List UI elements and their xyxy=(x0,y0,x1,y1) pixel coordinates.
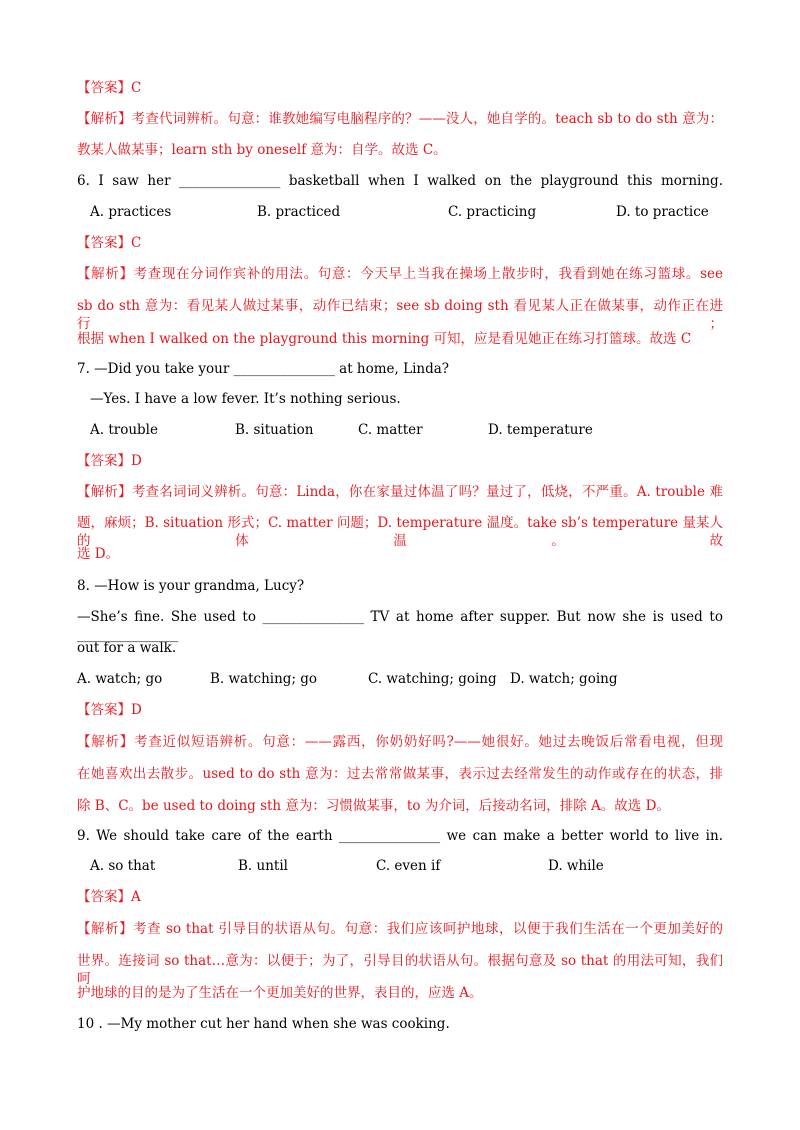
q7-options xyxy=(90,421,730,439)
q9-option-b: B. until xyxy=(238,858,288,874)
q8-option-c: C. watching; going xyxy=(368,671,497,687)
q9-options xyxy=(90,857,730,875)
q8-options xyxy=(77,670,717,688)
q6-analysis-line-3: 根据 when I walked on the playground this morning 可知，应是看见她正在练习打篮球。故选 C xyxy=(77,331,692,347)
q7-option-c: C. matter xyxy=(358,422,423,438)
q7-option-a: A. trouble xyxy=(90,422,158,438)
q9-option-c: C. even if xyxy=(376,858,441,874)
q7-option-b: B. situation xyxy=(235,422,314,438)
q7-analysis-line-3: 选 D。 xyxy=(77,546,120,562)
q6-option-b: B. practiced xyxy=(257,204,341,220)
q9-option-a: A. so that xyxy=(90,858,156,874)
q7-reply: —Yes. I have a low fever. It’s nothing serious. xyxy=(90,391,401,407)
q7-stem: 7. —Did you take your _______________ at home, Linda? xyxy=(77,361,450,377)
q6-option-c: C. practicing xyxy=(448,204,537,220)
q6-options xyxy=(90,203,730,221)
q6-analysis-line-2: sb do sth 意为：看见某人做过某事，动作已结束；see sb doing sth 看见某人正在做某事，动作正在进行； xyxy=(77,298,723,332)
q8-stem: 8. —How is your grandma, Lucy? xyxy=(77,578,305,594)
q6-option-a: A. practices xyxy=(90,204,172,220)
q7-option-d: D. temperature xyxy=(488,422,593,438)
q6-option-d: D. to practice xyxy=(616,204,709,220)
q9-stem: 9. We should take care of the earth _______________ we can make a better world to live in. xyxy=(77,828,723,844)
q7-answer: 【答案】D xyxy=(77,453,142,469)
q8-analysis-line-3: 除 B、C。be used to doing sth 意为：习惯做某事，to 为介词，后接动名词，排除 A。故选 D。 xyxy=(77,798,670,814)
q5-answer: 【答案】C xyxy=(77,80,142,96)
q8-answer: 【答案】D xyxy=(77,702,142,718)
q6-answer: 【答案】C xyxy=(77,235,142,251)
q5-analysis-line-2: 教某人做某事；learn sth by oneself 意为：自学。故选 C。 xyxy=(77,142,447,158)
q8-reply-line-2: out for a walk. xyxy=(77,640,177,656)
q9-option-d: D. while xyxy=(548,858,604,874)
q8-option-d: D. watch; going xyxy=(510,671,618,687)
q9-answer: 【答案】A xyxy=(77,889,141,905)
q8-reply-line-1: —She’s fine. She used to _______________ TV at home after supper. But now she is used to _______________ xyxy=(77,609,723,643)
q8-option-b: B. watching; go xyxy=(210,671,318,687)
q10-stem: 10 . —My mother cut her hand when she was cooking. xyxy=(77,1016,450,1032)
q6-stem: 6. I saw her _______________ basketball when I walked on the playground this morning. xyxy=(77,173,723,189)
q8-option-a: A. watch; go xyxy=(77,671,163,687)
q9-analysis-line-2: 世界。连接词 so that…意为：以便于；为了，引导目的状语从句。根据句意及 so that 的用法可知，我们呵 xyxy=(77,953,723,987)
q7-analysis-line-2: 题，麻烦；B. situation 形式；C. matter 问题；D. temperature 温度。take sb’s temperature 量某人的体温。故 xyxy=(77,515,723,549)
q5-analysis-line-1: 【解析】考查代词辨析。句意：谁教她编写电脑程序的？——没人，她自学的。teach sb to do sth 意为： xyxy=(77,111,723,127)
q9-analysis-line-1: 【解析】考查 so that 引导目的状语从句。句意：我们应该呵护地球，以便于我们生活在一个更加美好的 xyxy=(77,921,723,937)
q8-analysis-line-2: 在她喜欢出去散步。used to do sth 意为：过去常常做某事，表示过去经常发生的动作或存在的状态，排 xyxy=(77,766,723,782)
q9-analysis-line-3: 护地球的目的是为了生活在一个更加美好的世界，表目的，应选 A。 xyxy=(77,985,483,1001)
q6-analysis-line-1: 【解析】考查现在分词作宾补的用法。句意：今天早上当我在操场上散步时，我看到她在练习篮球。see xyxy=(77,266,723,282)
q8-analysis-line-1: 【解析】考查近似短语辨析。句意：——露西，你奶奶好吗?——她很好。她过去晚饭后常看电视，但现 xyxy=(77,734,723,750)
q7-analysis-line-1: 【解析】考查名词词义辨析。句意：Linda，你在家量过体温了吗？量过了，低烧，不严重。A. trouble 难 xyxy=(77,484,723,500)
